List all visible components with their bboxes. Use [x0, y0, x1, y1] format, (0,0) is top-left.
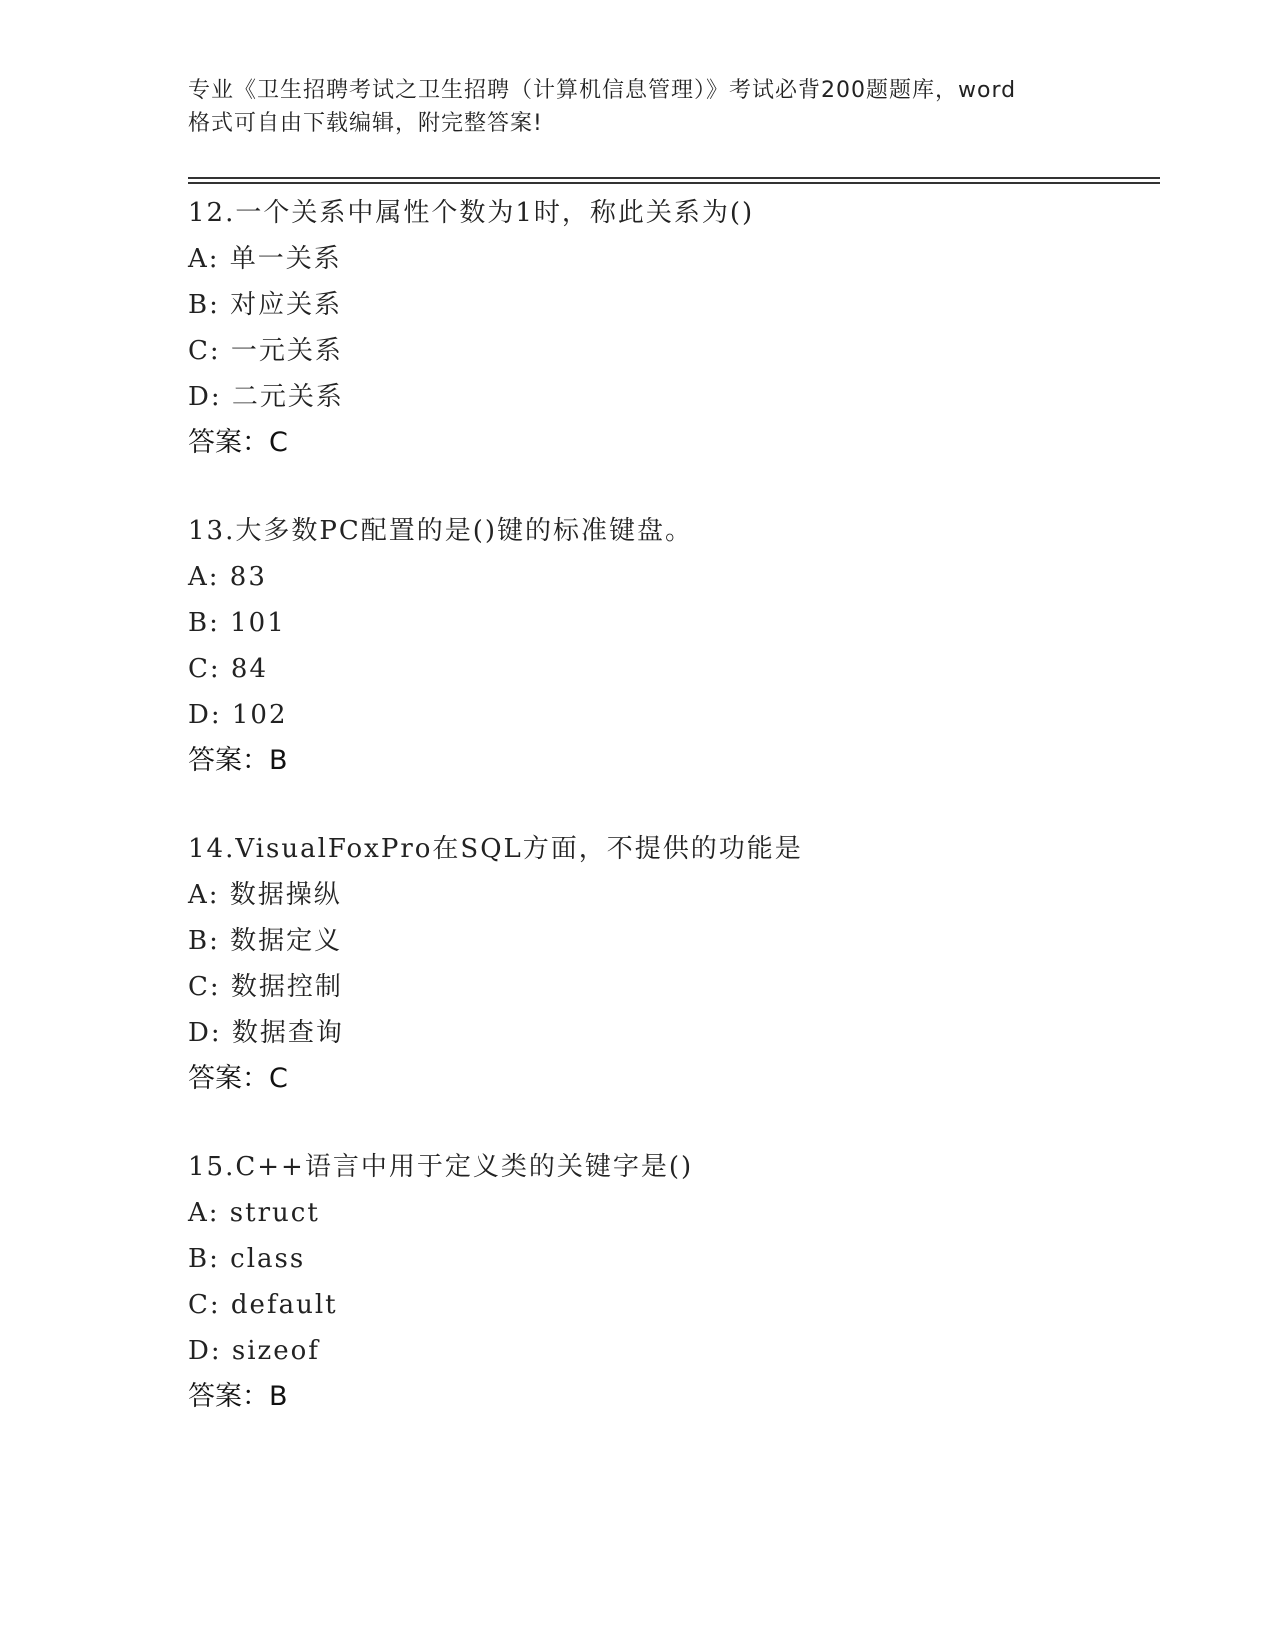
option-a: A: 单一关系 — [188, 244, 342, 274]
header-divider-bottom — [188, 182, 1160, 184]
answer: 答案：C — [188, 1063, 288, 1094]
header-line-2: 格式可自由下载编辑，附完整答案! — [188, 111, 543, 136]
question-12 — [188, 190, 1148, 466]
question-14 — [188, 826, 1148, 1102]
question-stem: 14.VisualFoxPro在SQL方面，不提供的功能是 — [188, 834, 803, 864]
answer: 答案：C — [188, 427, 288, 458]
question-13 — [188, 508, 1148, 784]
question-list — [188, 190, 1148, 1462]
question-stem: 15.C++语言中用于定义类的关键字是() — [188, 1152, 694, 1182]
header-line-1: 专业《卫生招聘考试之卫生招聘（计算机信息管理）》考试必背200题题库，word — [188, 78, 1017, 103]
header-divider-top — [188, 177, 1160, 179]
option-a: A: struct — [188, 1198, 320, 1228]
answer: 答案：B — [188, 745, 288, 776]
option-b: B: 对应关系 — [188, 290, 343, 320]
option-a: A: 数据操纵 — [188, 880, 342, 910]
answer: 答案：B — [188, 1381, 288, 1412]
option-c: C: 84 — [188, 654, 269, 684]
option-b: B: 101 — [188, 608, 286, 638]
option-d: D: 102 — [188, 700, 288, 730]
option-d: D: 二元关系 — [188, 382, 344, 412]
option-b: B: class — [188, 1244, 306, 1274]
option-c: C: 一元关系 — [188, 336, 343, 366]
question-stem: 13.大多数PC配置的是()键的标准键盘。 — [188, 516, 694, 546]
document-header — [188, 74, 1108, 140]
option-c: C: 数据控制 — [188, 972, 343, 1002]
option-a: A: 83 — [188, 562, 267, 592]
option-d: D: sizeof — [188, 1336, 320, 1366]
option-c: C: default — [188, 1290, 338, 1320]
question-15 — [188, 1144, 1148, 1420]
option-b: B: 数据定义 — [188, 926, 343, 956]
question-stem: 12.一个关系中属性个数为1时，称此关系为() — [188, 198, 755, 228]
option-d: D: 数据查询 — [188, 1018, 344, 1048]
